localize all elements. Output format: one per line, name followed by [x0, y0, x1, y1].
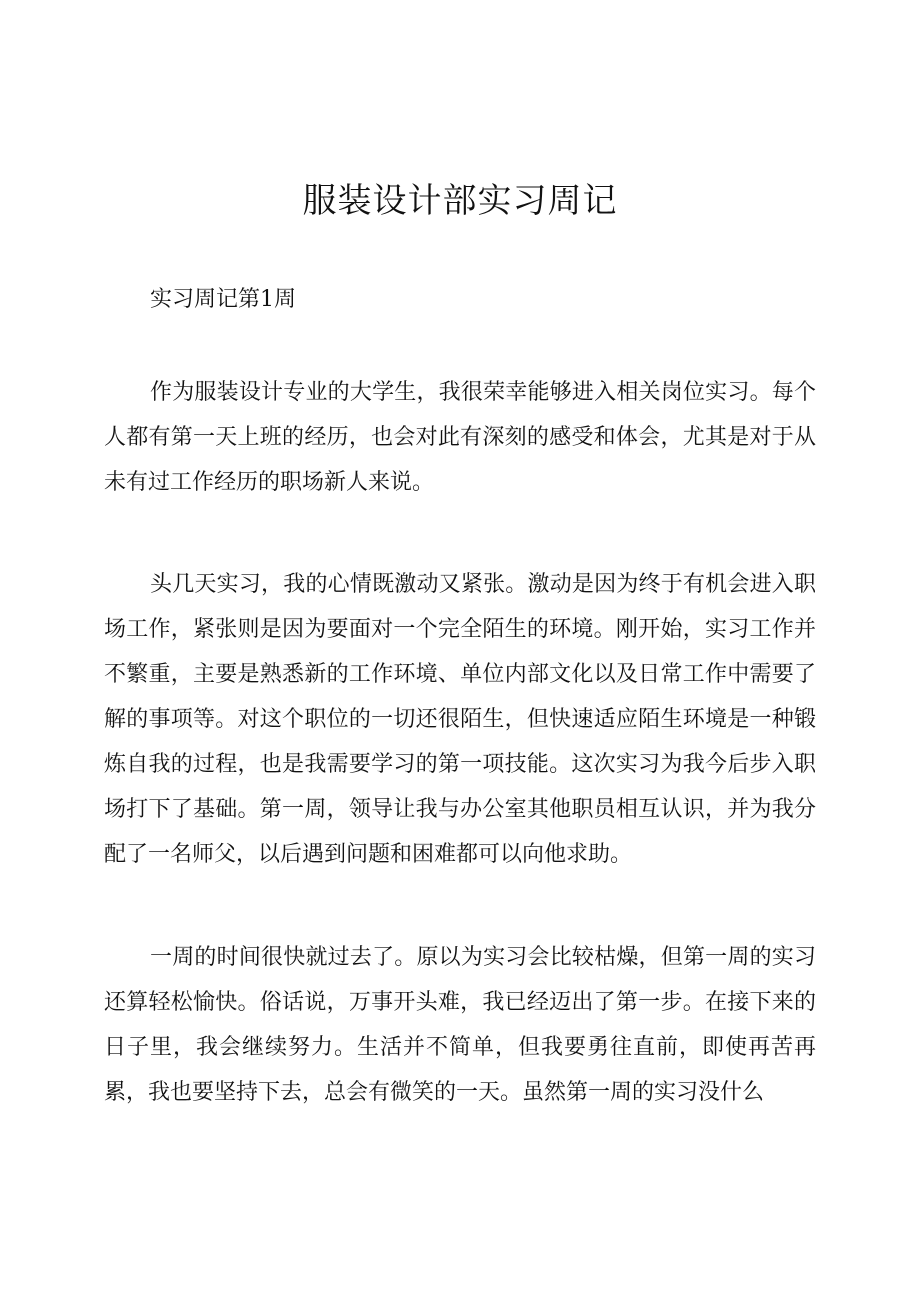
document-title: 服装设计部实习周记 [302, 181, 618, 221]
paragraph-first-days: 头几天实习，我的心情既激动又紧张。激动是因为终于有机会进入职场工作，紧张则是因为要面对一个完全陌生的环境。刚开始，实习工作并不繁重，主要是熟悉新的工作环境、单位内部文化以及日常工作中需要了解的事项等。对这个职位的一切还很陌生，但快速适应陌生环境是一种锻炼自我的过程，也是我需要学习的第一项技能。这次实习为我今后步入职场打下了基础。第一周，领导让我与办公室其他职员相互认识，并为我分配了一名师父，以后遇到问题和困难都可以向他求助。 [104, 572, 816, 867]
paragraph-week-summary: 一周的时间很快就过去了。原以为实习会比较枯燥，但第一周的实习还算轻松愉快。俗话说，万事开头难，我已经迈出了第一步。在接下来的日子里，我会继续努力。生活并不简单，但我要勇往直前，即使再苦再累，我也要坚持下去，总会有微笑的一天。虽然第一周的实习没什么 [104, 945, 816, 1105]
week-heading: 实习周记第1周 [150, 287, 296, 312]
paragraph-intro: 作为服装设计专业的大学生，我很荣幸能够进入相关岗位实习。每个人都有第一天上班的经历，也会对此有深刻的感受和体会，尤其是对于从未有过工作经历的职场新人来说。 [104, 380, 816, 495]
